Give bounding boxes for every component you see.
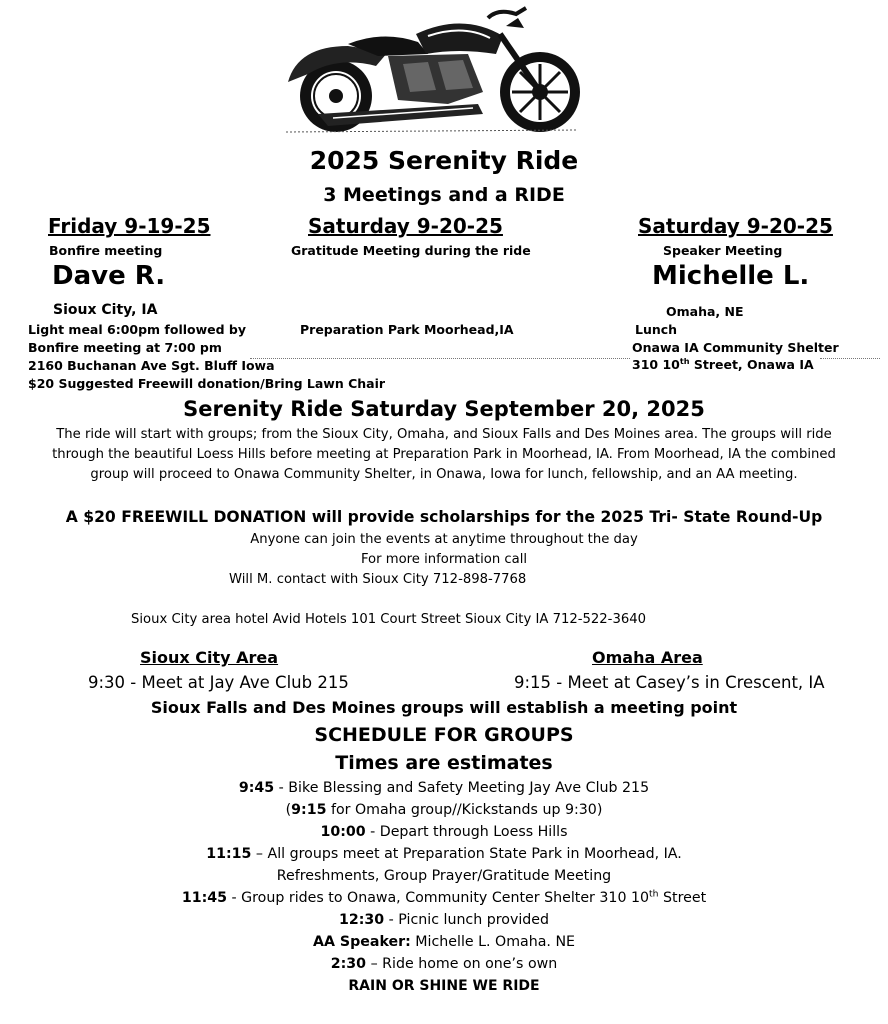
page-title: 2025 Serenity Ride: [309, 146, 579, 175]
donation-line3: Will M. contact with Sioux City 712-898-7768: [229, 572, 527, 587]
right-event-location: Omaha, NE: [666, 304, 744, 319]
middle-event-date: Saturday 9-20-25: [308, 214, 503, 238]
schedule-item: 11:45 - Group rides to Onawa, Community Center Shelter 310 10th Street: [181, 888, 707, 906]
schedule-subheading: Times are estimates: [335, 752, 553, 774]
hotel-info: Sioux City area hotel Avid Hotels 101 Court Street Sioux City IA 712-522-3640: [131, 612, 647, 627]
schedule-item: 9:45 - Bike Blessing and Safety Meeting Jay Ave Club 215: [238, 780, 650, 796]
ride-desc-line1: The ride will start with groups; from the Sioux City, Omaha, and Sioux Falls and Des Moines area. The groups will ride: [56, 427, 832, 442]
dotted-rule: [820, 358, 880, 359]
schedule-item: AA Speaker: Michelle L. Omaha. NE: [312, 934, 576, 950]
left-event-type: Bonfire meeting: [49, 243, 163, 258]
left-event-line1: Light meal 6:00pm followed by: [28, 322, 247, 337]
omaha-meet: 9:15 - Meet at Casey’s in Crescent, IA: [514, 673, 825, 692]
schedule-item: 10:00 - Depart through Loess Hills: [320, 824, 568, 840]
donation-heading: A $20 FREEWILL DONATION will provide scholarships for the 2025 Tri- State Round-Up: [65, 508, 823, 526]
page-subtitle: 3 Meetings and a RIDE: [323, 184, 565, 206]
sioux-city-meet: 9:30 - Meet at Jay Ave Club 215: [88, 673, 349, 692]
left-event-line4: $20 Suggested Freewill donation/Bring Lawn Chair: [28, 376, 386, 391]
motorcycle-illustration: [278, 4, 588, 136]
left-event-speaker: Dave R.: [52, 261, 166, 291]
ride-heading: Serenity Ride Saturday September 20, 2025: [183, 397, 705, 421]
right-event-line2: Onawa IA Community Shelter: [632, 340, 839, 355]
right-event-speaker: Michelle L.: [652, 261, 810, 291]
ride-desc-line3: group will proceed to Onawa Community Shelter, in Onawa, Iowa for lunch, fellowship, and an AA meeting.: [90, 467, 798, 482]
schedule-item: 12:30 - Picnic lunch provided: [338, 912, 550, 928]
omaha-area-heading: Omaha Area: [592, 648, 703, 667]
schedule-item: 2:30 – Ride home on one’s own: [330, 956, 558, 972]
sioux-city-area-heading: Sioux City Area: [140, 648, 279, 667]
middle-event-location: Preparation Park Moorhead,IA: [300, 322, 514, 337]
rain-or-shine-footer: RAIN OR SHINE WE RIDE: [348, 978, 540, 994]
right-event-line3: 310 10th Street, Onawa IA: [632, 355, 814, 372]
right-event-type: Speaker Meeting: [663, 243, 783, 258]
schedule-heading: SCHEDULE FOR GROUPS: [314, 724, 574, 746]
left-event-line2: Bonfire meeting at 7:00 pm: [28, 340, 222, 355]
right-event-line1: Lunch: [635, 322, 678, 337]
middle-event-type: Gratitude Meeting during the ride: [291, 243, 531, 258]
schedule-item: (9:15 for Omaha group//Kickstands up 9:30): [285, 802, 603, 818]
left-event-location: Sioux City, IA: [53, 302, 158, 318]
schedule-item: Refreshments, Group Prayer/Gratitude Meeting: [276, 868, 612, 884]
other-groups-note: Sioux Falls and Des Moines groups will establish a meeting point: [150, 698, 738, 717]
right-event-date: Saturday 9-20-25: [638, 214, 833, 238]
donation-line1: Anyone can join the events at anytime throughout the day: [250, 532, 638, 547]
left-event-date: Friday 9-19-25: [48, 214, 211, 238]
donation-line2: For more information call: [360, 552, 528, 567]
schedule-item: 11:15 – All groups meet at Preparation State Park in Moorhead, IA.: [206, 846, 682, 862]
ride-desc-line2: through the beautiful Loess Hills before meeting at Preparation Park in Moorhead, IA. From Moorhead, IA the combined: [52, 447, 836, 462]
dotted-rule: [250, 358, 630, 359]
left-event-line3: 2160 Buchanan Ave Sgt. Bluff Iowa: [28, 358, 275, 373]
